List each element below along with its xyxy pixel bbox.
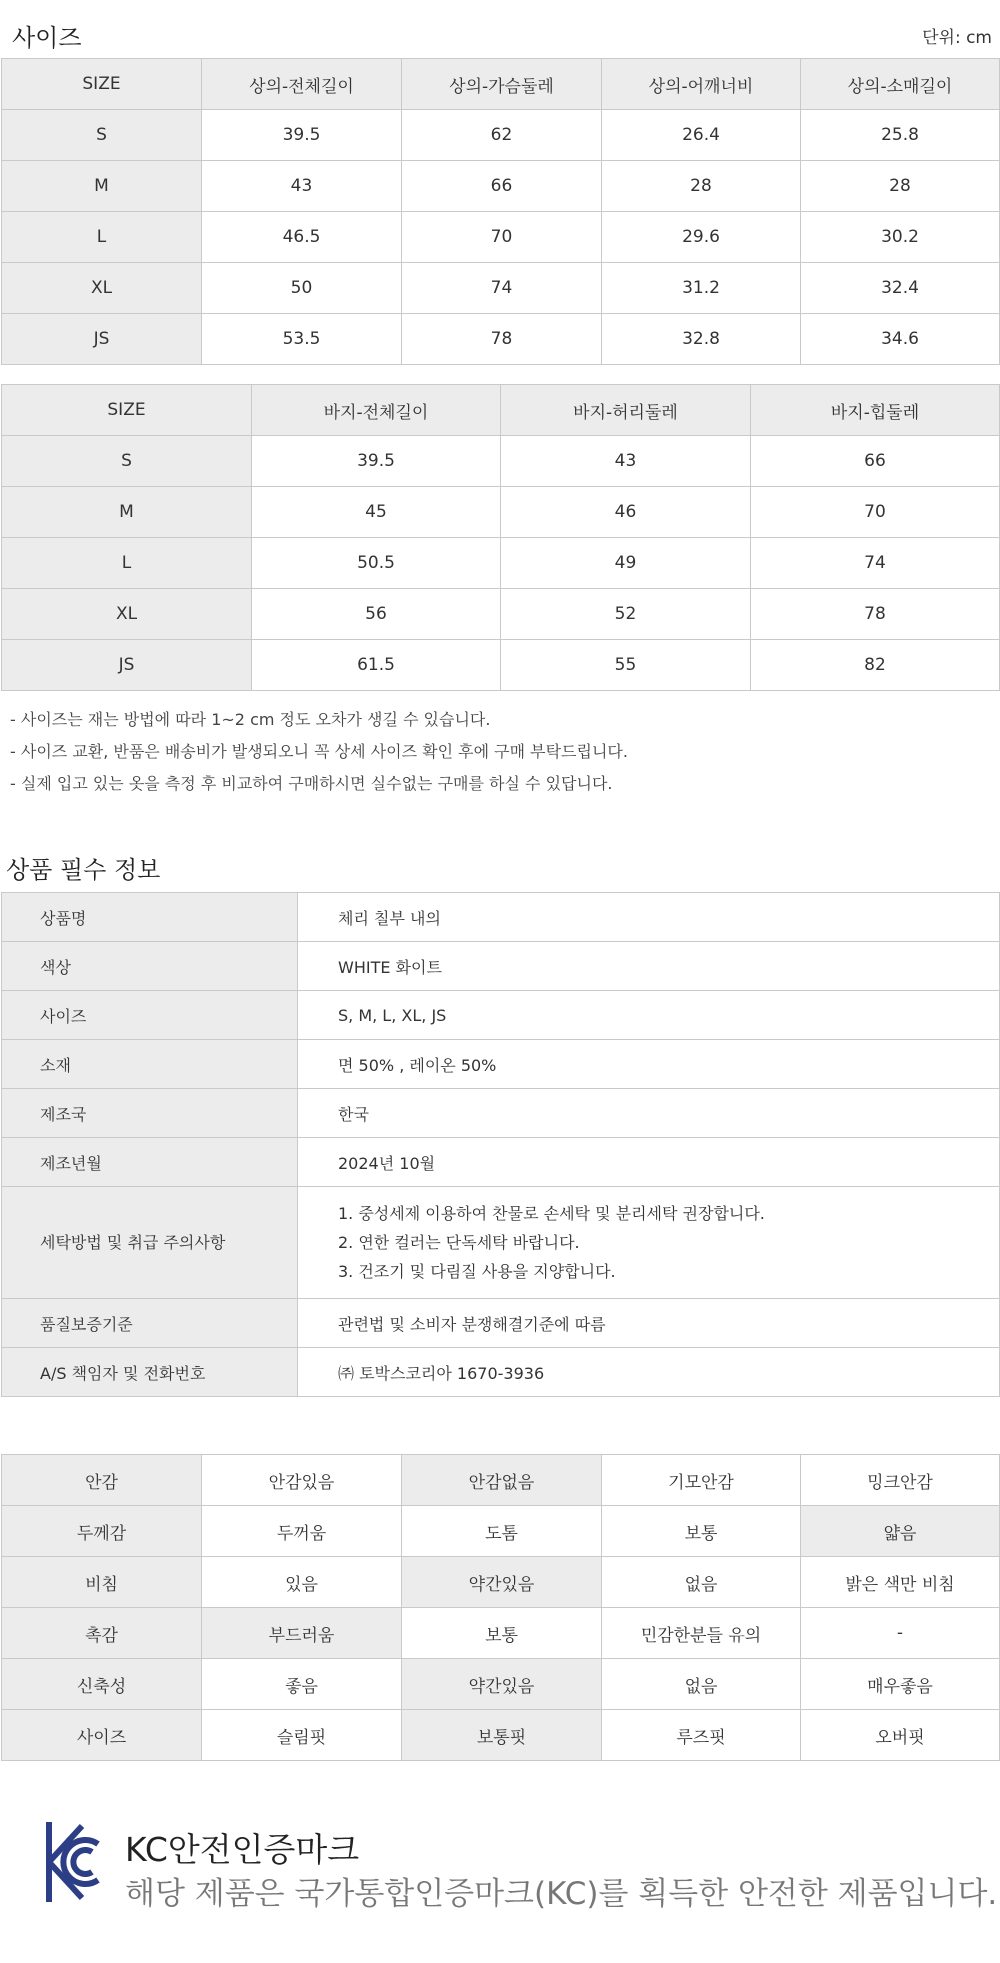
bottom-size-table — [1, 384, 1000, 691]
feel-row — [2, 1710, 1000, 1761]
measurement-cell: 78 — [402, 314, 602, 365]
info-key: 색상 — [2, 942, 298, 991]
size-section-title: 사이즈 — [12, 24, 82, 52]
note-line: - 실제 입고 있는 옷을 측정 후 비교하여 구매하시면 실수없는 구매를 하실 수 있답니다. — [10, 774, 613, 793]
feel-option-selected: 안감없음 — [402, 1455, 602, 1506]
measurement-cell: 52 — [501, 589, 751, 640]
measurement-cell: 34.6 — [801, 314, 1000, 365]
size-label: XL — [2, 589, 252, 640]
measurement-cell: 55 — [501, 640, 751, 691]
measurement-cell: 49 — [501, 538, 751, 589]
feel-option: 없음 — [602, 1659, 801, 1710]
feel-option-selected: 약간있음 — [402, 1557, 602, 1608]
feel-option: 보통 — [602, 1506, 801, 1557]
feel-option: 밝은 색만 비침 — [801, 1557, 1000, 1608]
measurement-cell: 43 — [202, 161, 402, 212]
measurement-cell: 53.5 — [202, 314, 402, 365]
unit-label: 단위: cm — [922, 28, 992, 48]
feel-row — [2, 1506, 1000, 1557]
kc-subtitle: 해당 제품은 국가통합인증마크(KC)를 획득한 안전한 제품입니다. — [125, 1876, 998, 1912]
measurement-cell: 26.4 — [602, 110, 801, 161]
feel-option: 기모안감 — [602, 1455, 801, 1506]
measurement-cell: 82 — [751, 640, 1000, 691]
info-row — [2, 893, 1000, 942]
kc-title: KC안전인증마크 — [125, 1830, 360, 1869]
column-header: 바지-힙둘레 — [751, 385, 1000, 436]
size-label: XL — [2, 263, 202, 314]
info-row — [2, 1089, 1000, 1138]
info-key: 사이즈 — [2, 991, 298, 1040]
column-header: 상의-전체길이 — [202, 59, 402, 110]
table-row — [2, 538, 1000, 589]
table-row — [2, 640, 1000, 691]
feel-option: 슬림핏 — [202, 1710, 402, 1761]
column-header: SIZE — [2, 59, 202, 110]
measurement-cell: 74 — [751, 538, 1000, 589]
info-value — [298, 1187, 1000, 1299]
kc-certification-icon — [44, 1818, 102, 1906]
measurement-cell: 28 — [801, 161, 1000, 212]
info-value: 한국 — [298, 1089, 1000, 1138]
column-header: 바지-허리둘레 — [501, 385, 751, 436]
column-header: 상의-가슴둘레 — [402, 59, 602, 110]
measurement-cell: 31.2 — [602, 263, 801, 314]
size-label: S — [2, 110, 202, 161]
note-line: - 사이즈는 재는 방법에 따라 1~2 cm 정도 오차가 생길 수 있습니다. — [10, 710, 491, 729]
column-header: 바지-전체길이 — [252, 385, 501, 436]
measurement-cell: 66 — [751, 436, 1000, 487]
size-label: JS — [2, 640, 252, 691]
size-label: S — [2, 436, 252, 487]
feel-option: - — [801, 1608, 1000, 1659]
info-key: 제조년월 — [2, 1138, 298, 1187]
measurement-cell: 29.6 — [602, 212, 801, 263]
column-header: 상의-어깨너비 — [602, 59, 801, 110]
measurement-cell: 32.4 — [801, 263, 1000, 314]
note-line: - 사이즈 교환, 반품은 배송비가 발생되오니 꼭 상세 사이즈 확인 후에 구매 부탁드립니다. — [10, 742, 628, 761]
measurement-cell: 39.5 — [252, 436, 501, 487]
feel-option: 있음 — [202, 1557, 402, 1608]
info-row — [2, 1187, 1000, 1299]
top-size-table — [1, 58, 1000, 365]
care-instruction-line: 3. 건조기 및 다림질 사용을 지양합니다. — [338, 1262, 616, 1281]
feel-row — [2, 1455, 1000, 1506]
measurement-cell: 70 — [751, 487, 1000, 538]
measurement-cell: 30.2 — [801, 212, 1000, 263]
feel-attribute: 안감 — [2, 1455, 202, 1506]
feel-option: 매우좋음 — [801, 1659, 1000, 1710]
care-instruction-line: 1. 중성세제 이용하여 찬물로 손세탁 및 분리세탁 권장합니다. — [338, 1204, 765, 1223]
size-label: M — [2, 161, 202, 212]
feel-option-selected: 부드러움 — [202, 1608, 402, 1659]
table-row — [2, 263, 1000, 314]
measurement-cell: 25.8 — [801, 110, 1000, 161]
measurement-cell: 78 — [751, 589, 1000, 640]
table-header-row — [2, 385, 1000, 436]
feel-option-selected: 약간있음 — [402, 1659, 602, 1710]
feel-option: 밍크안감 — [801, 1455, 1000, 1506]
info-key: A/S 책임자 및 전화번호 — [2, 1348, 298, 1397]
feel-attribute: 촉감 — [2, 1608, 202, 1659]
measurement-cell: 45 — [252, 487, 501, 538]
info-row — [2, 942, 1000, 991]
feel-option: 민감한분들 유의 — [602, 1608, 801, 1659]
info-value: 면 50% , 레이온 50% — [298, 1040, 1000, 1089]
table-row — [2, 110, 1000, 161]
feel-option-selected: 보통핏 — [402, 1710, 602, 1761]
info-key: 소재 — [2, 1040, 298, 1089]
measurement-cell: 50.5 — [252, 538, 501, 589]
info-key: 상품명 — [2, 893, 298, 942]
table-row — [2, 589, 1000, 640]
info-key: 품질보증기준 — [2, 1299, 298, 1348]
measurement-cell: 70 — [402, 212, 602, 263]
table-header-row — [2, 59, 1000, 110]
table-row — [2, 487, 1000, 538]
care-instruction-line: 2. 연한 컬러는 단독세탁 바랍니다. — [338, 1233, 580, 1252]
feel-option: 오버핏 — [801, 1710, 1000, 1761]
feel-option-selected: 얇음 — [801, 1506, 1000, 1557]
feel-option: 보통 — [402, 1608, 602, 1659]
product-info-title: 상품 필수 정보 — [6, 856, 161, 884]
size-label: L — [2, 538, 252, 589]
measurement-cell: 32.8 — [602, 314, 801, 365]
feel-row — [2, 1659, 1000, 1710]
info-value: WHITE 화이트 — [298, 942, 1000, 991]
feel-option: 없음 — [602, 1557, 801, 1608]
fabric-feel-table — [1, 1454, 1000, 1761]
info-row — [2, 1348, 1000, 1397]
info-row — [2, 1138, 1000, 1187]
feel-attribute: 비침 — [2, 1557, 202, 1608]
measurement-cell: 39.5 — [202, 110, 402, 161]
measurement-cell: 56 — [252, 589, 501, 640]
feel-attribute: 두께감 — [2, 1506, 202, 1557]
measurement-cell: 28 — [602, 161, 801, 212]
info-value: 체리 칠부 내의 — [298, 893, 1000, 942]
info-value: 2024년 10월 — [298, 1138, 1000, 1187]
measurement-cell: 46 — [501, 487, 751, 538]
table-row — [2, 436, 1000, 487]
feel-attribute: 사이즈 — [2, 1710, 202, 1761]
product-info-table — [1, 892, 1000, 1397]
measurement-cell: 62 — [402, 110, 602, 161]
info-row — [2, 991, 1000, 1040]
feel-row — [2, 1557, 1000, 1608]
info-row — [2, 1040, 1000, 1089]
measurement-cell: 74 — [402, 263, 602, 314]
measurement-cell: 46.5 — [202, 212, 402, 263]
size-label: JS — [2, 314, 202, 365]
size-label: M — [2, 487, 252, 538]
info-row — [2, 1299, 1000, 1348]
measurement-cell: 50 — [202, 263, 402, 314]
feel-option: 안감있음 — [202, 1455, 402, 1506]
feel-option: 루즈핏 — [602, 1710, 801, 1761]
feel-option: 좋음 — [202, 1659, 402, 1710]
info-key: 제조국 — [2, 1089, 298, 1138]
feel-attribute: 신축성 — [2, 1659, 202, 1710]
feel-row — [2, 1608, 1000, 1659]
size-label: L — [2, 212, 202, 263]
table-row — [2, 314, 1000, 365]
column-header: 상의-소매길이 — [801, 59, 1000, 110]
measurement-cell: 66 — [402, 161, 602, 212]
column-header: SIZE — [2, 385, 252, 436]
info-value: S, M, L, XL, JS — [298, 991, 1000, 1040]
measurement-cell: 43 — [501, 436, 751, 487]
size-notes — [10, 704, 628, 800]
info-key: 세탁방법 및 취급 주의사항 — [2, 1187, 298, 1299]
measurement-cell: 61.5 — [252, 640, 501, 691]
info-value: ㈜ 토박스코리아 1670-3936 — [298, 1348, 1000, 1397]
table-row — [2, 161, 1000, 212]
feel-option: 두꺼움 — [202, 1506, 402, 1557]
info-value: 관련법 및 소비자 분쟁해결기준에 따름 — [298, 1299, 1000, 1348]
table-row — [2, 212, 1000, 263]
feel-option: 도톰 — [402, 1506, 602, 1557]
